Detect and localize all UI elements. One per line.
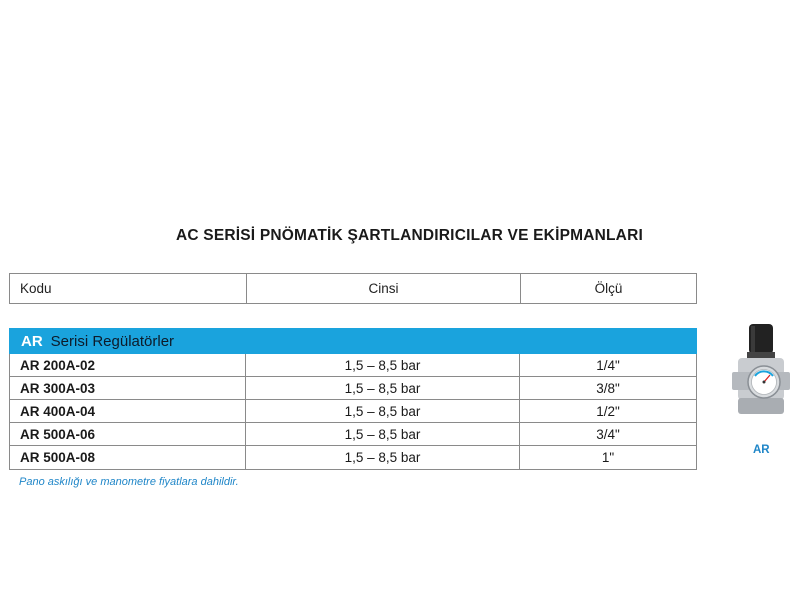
header-size: Ölçü [594, 281, 623, 296]
page-title: AC SERİSİ PNÖMATİK ŞARTLANDIRICILAR VE EKİPMANLARI [176, 227, 643, 244]
table-row [10, 423, 696, 446]
table-row [10, 446, 696, 469]
row-type: 1,5 – 8,5 bar [246, 377, 520, 399]
product-table [9, 354, 697, 470]
series-name: Serisi Regülatörler [50, 332, 175, 350]
row-code: AR 400A-04 [10, 400, 246, 422]
row-size: 3/4" [596, 426, 620, 442]
table-row [10, 400, 696, 423]
row-type: 1,5 – 8,5 bar [246, 354, 520, 376]
footnote: Pano askılığı ve manometre fiyatlara dahildir. [19, 476, 239, 488]
table-header [9, 273, 697, 304]
row-code: AR 500A-06 [10, 423, 246, 445]
pressure-regulator-image [722, 320, 800, 430]
row-code: AR 200A-02 [10, 354, 246, 376]
series-code: AR [21, 332, 43, 350]
header-type: Cinsi [247, 274, 521, 303]
row-size: 1/4" [596, 357, 620, 373]
header-code: Kodu [10, 274, 247, 303]
row-type: 1,5 – 8,5 bar [246, 446, 520, 469]
row-code: AR 500A-08 [10, 446, 246, 469]
table-row [10, 377, 696, 400]
row-size: 1" [601, 450, 615, 465]
table-row [10, 354, 696, 377]
product-label: AR [753, 444, 770, 456]
row-code: AR 300A-03 [10, 377, 246, 399]
series-band [9, 328, 697, 354]
row-type: 1,5 – 8,5 bar [246, 423, 520, 445]
row-size: 3/8" [596, 380, 620, 396]
row-type: 1,5 – 8,5 bar [246, 400, 520, 422]
row-size: 1/2" [596, 403, 620, 419]
